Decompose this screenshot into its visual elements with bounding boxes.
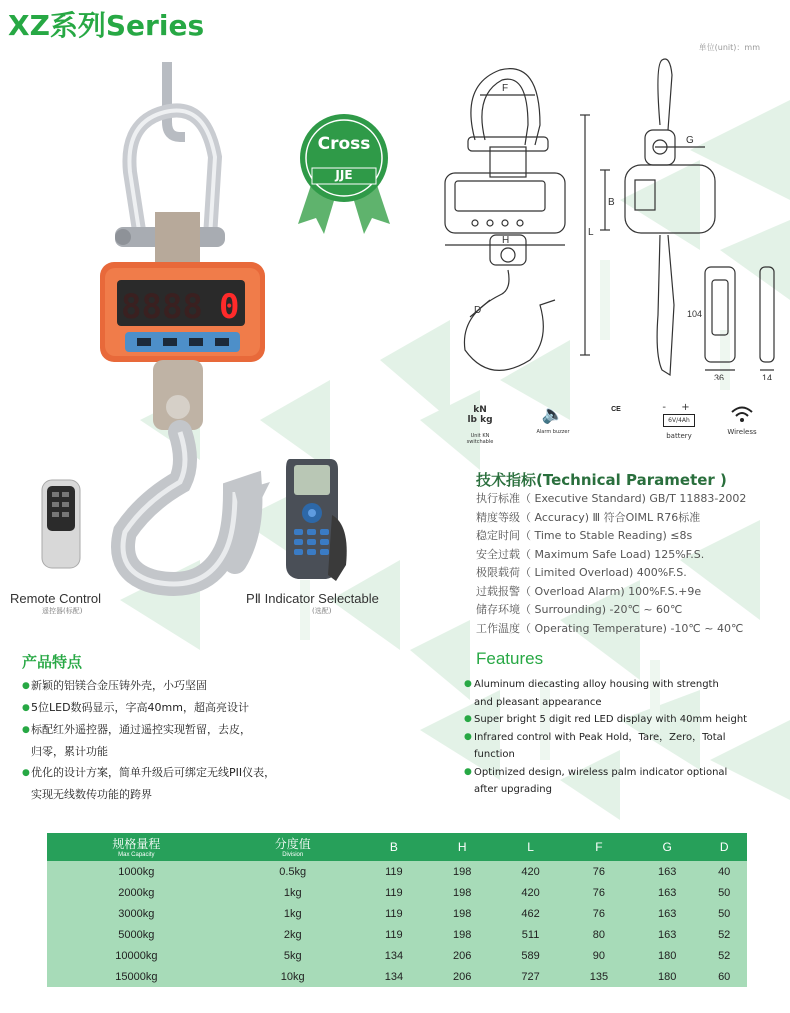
front-hook xyxy=(464,270,555,370)
table-cell: 50 xyxy=(701,882,747,903)
list-item: ● Optimized design, wireless palm indicator optional xyxy=(464,766,728,778)
list-item: ● 新颖的铝镁合金压铸外壳，小巧坚固 xyxy=(22,679,207,692)
table-row xyxy=(47,861,747,882)
header-L: L xyxy=(496,833,564,861)
table-cell: 52 xyxy=(701,924,747,945)
product-features-cn-title: 产品特点 xyxy=(22,653,83,671)
features-en-list xyxy=(464,676,754,799)
table-cell: 180 xyxy=(633,966,701,987)
dim-36: 36 xyxy=(714,373,725,380)
front-shackle xyxy=(471,69,540,145)
table-cell: 163 xyxy=(633,903,701,924)
table-cell: 52 xyxy=(701,945,747,966)
side-housing xyxy=(625,165,715,233)
table-cell: 134 xyxy=(360,945,428,966)
table-cell: 462 xyxy=(496,903,564,924)
tech-row: 安全过载（ Maximum Safe Load) 125%F.S. xyxy=(476,547,705,561)
table-cell: 135 xyxy=(565,966,633,987)
table-cell: 198 xyxy=(428,861,496,882)
dim-D: D xyxy=(474,305,482,316)
indicator-subcaption: (选配) xyxy=(312,607,332,615)
table-row xyxy=(47,924,747,945)
dim-F: F xyxy=(502,83,509,94)
table-cell: 206 xyxy=(428,945,496,966)
table-row xyxy=(47,882,747,903)
dim-G: G xyxy=(686,135,694,146)
header-B: B xyxy=(360,833,428,861)
table-cell: 134 xyxy=(360,966,428,987)
list-item: ● Super bright 5 digit red LED display with 40mm height xyxy=(464,714,748,725)
table-cell: 76 xyxy=(565,861,633,882)
table-cell: 727 xyxy=(496,966,564,987)
table-cell: 60 xyxy=(701,966,747,987)
table-cell: 1000kg xyxy=(47,861,226,882)
remote-control-image xyxy=(38,478,84,570)
list-item: ● Infrared control with Peak Hold，Tare，Zero，Total xyxy=(464,731,726,743)
table-cell: 589 xyxy=(496,945,564,966)
list-item: ● 5位LED数码显示，字高40mm，超高亮设计 xyxy=(22,701,249,714)
table-row xyxy=(47,945,747,966)
table-cell: 10000kg xyxy=(47,945,226,966)
spec-table xyxy=(47,833,747,987)
table-cell: 163 xyxy=(633,861,701,882)
header-division: 分度值 Division xyxy=(226,833,360,861)
table-cell: 80 xyxy=(565,924,633,945)
features-en-title: Features xyxy=(476,649,544,668)
dim-104: 104 xyxy=(687,309,703,319)
remote-control-caption: Remote Control xyxy=(10,591,102,606)
badge-top-text: Cross xyxy=(317,134,371,154)
table-row xyxy=(47,903,747,924)
table-cell: 198 xyxy=(428,882,496,903)
table-cell: 50 xyxy=(701,903,747,924)
remote-control-subcaption: 遥控器(标配) xyxy=(42,607,83,615)
header-F: F xyxy=(565,833,633,861)
list-item: 归零，累计功能 xyxy=(31,745,108,758)
table-cell: 1kg xyxy=(226,882,360,903)
list-item: ● 优化的设计方案，简单升级后可绑定无线PII仪表， xyxy=(22,766,276,779)
badge-bottom-text: JJE xyxy=(335,168,353,182)
table-cell: 163 xyxy=(633,882,701,903)
cross-jje-badge xyxy=(298,112,390,234)
table-cell: 511 xyxy=(496,924,564,945)
tech-parameter-title: 技术指标(Technical Parameter ) xyxy=(476,471,727,489)
tech-row: 储存环境（ Surrounding) -20℃ ~ 60℃ xyxy=(476,603,683,616)
side-shackle xyxy=(658,59,672,130)
unit-switch-icon: kN lb kg Unit KN switchable xyxy=(466,405,494,445)
buzzer-icon: 🔈 Alarm buzzer xyxy=(536,404,570,435)
header-G: G xyxy=(633,833,701,861)
table-cell: 10kg xyxy=(226,966,360,987)
table-cell: 198 xyxy=(428,903,496,924)
header-H: H xyxy=(428,833,496,861)
list-item: after upgrading xyxy=(474,784,552,795)
remote-front-view xyxy=(705,267,735,362)
table-cell: 420 xyxy=(496,882,564,903)
table-cell: 198 xyxy=(428,924,496,945)
product-features-cn-list xyxy=(22,675,352,805)
table-cell: 76 xyxy=(565,882,633,903)
tech-row: 执行标准（ Executive Standard) GB/T 11883-2002 xyxy=(476,492,747,505)
table-cell: 420 xyxy=(496,861,564,882)
dimension-drawing xyxy=(430,55,785,380)
list-item: function xyxy=(474,749,515,760)
tech-row: 精度等级（ Accuracy) Ⅲ 符合OIML R76标准 xyxy=(476,510,701,524)
dim-14: 14 xyxy=(762,373,773,380)
battery-icon: - + 6V/4Ah battery xyxy=(662,402,696,440)
ce-mark-icon: CE xyxy=(611,406,621,413)
table-cell: 180 xyxy=(633,945,701,966)
tech-row: 极限载荷（ Limited Overload) 400%F.S. xyxy=(476,566,687,579)
table-cell: 119 xyxy=(360,924,428,945)
dim-L: L xyxy=(588,227,594,238)
crane-scale-illustration xyxy=(85,62,285,597)
dim-B: B xyxy=(608,197,615,208)
handheld-indicator-image xyxy=(280,455,350,585)
page-title: XZ系列Series xyxy=(8,9,205,42)
led-digits-off: 8888 xyxy=(121,287,203,327)
table-cell: 163 xyxy=(633,924,701,945)
top-ring xyxy=(167,62,185,137)
dim-H: H xyxy=(502,235,510,246)
list-item: and pleasant appearance xyxy=(474,696,602,708)
table-cell: 15000kg xyxy=(47,966,226,987)
table-cell: 3000kg xyxy=(47,903,226,924)
list-item: 实现无线数传功能的跨界 xyxy=(31,788,152,801)
wireless-icon: Wireless xyxy=(719,405,765,436)
table-cell: 119 xyxy=(360,882,428,903)
front-housing xyxy=(445,173,565,233)
table-cell: 5000kg xyxy=(47,924,226,945)
header-capacity: 规格量程 Max Capacity xyxy=(47,833,226,861)
table-cell: 90 xyxy=(565,945,633,966)
table-cell: 5kg xyxy=(226,945,360,966)
unit-note: 单位(unit)：mm xyxy=(698,43,760,52)
tech-row: 稳定时间（ Time to Stable Reading) ≤8s xyxy=(476,529,693,542)
table-header-row xyxy=(47,833,747,861)
table-row xyxy=(47,966,747,987)
table-cell: 119 xyxy=(360,903,428,924)
tech-parameter-list xyxy=(476,490,746,638)
table-cell: 40 xyxy=(701,861,747,882)
table-cell: 76 xyxy=(565,903,633,924)
table-cell: 2kg xyxy=(226,924,360,945)
tech-row: 工作温度（ Operating Temperature) -10℃ ~ 40℃ xyxy=(476,621,744,635)
table-cell: 119 xyxy=(360,861,428,882)
header-D: D xyxy=(701,833,747,861)
list-item: ● 标配红外遥控器，通过遥控实现暂留，去皮， xyxy=(22,723,251,736)
table-cell: 1kg xyxy=(226,903,360,924)
tech-row: 过载报警（ Overload Alarm) 100%F.S.+9e xyxy=(476,584,702,598)
table-cell: 0.5kg xyxy=(226,861,360,882)
list-item: ● Aluminum diecasting alloy housing with strength xyxy=(464,679,719,690)
remote-side-view xyxy=(760,267,774,362)
indicator-caption: PⅡ Indicator Selectable xyxy=(246,591,379,606)
table-cell: 2000kg xyxy=(47,882,226,903)
led-digit-on: 0 xyxy=(219,287,240,327)
table-cell: 206 xyxy=(428,966,496,987)
